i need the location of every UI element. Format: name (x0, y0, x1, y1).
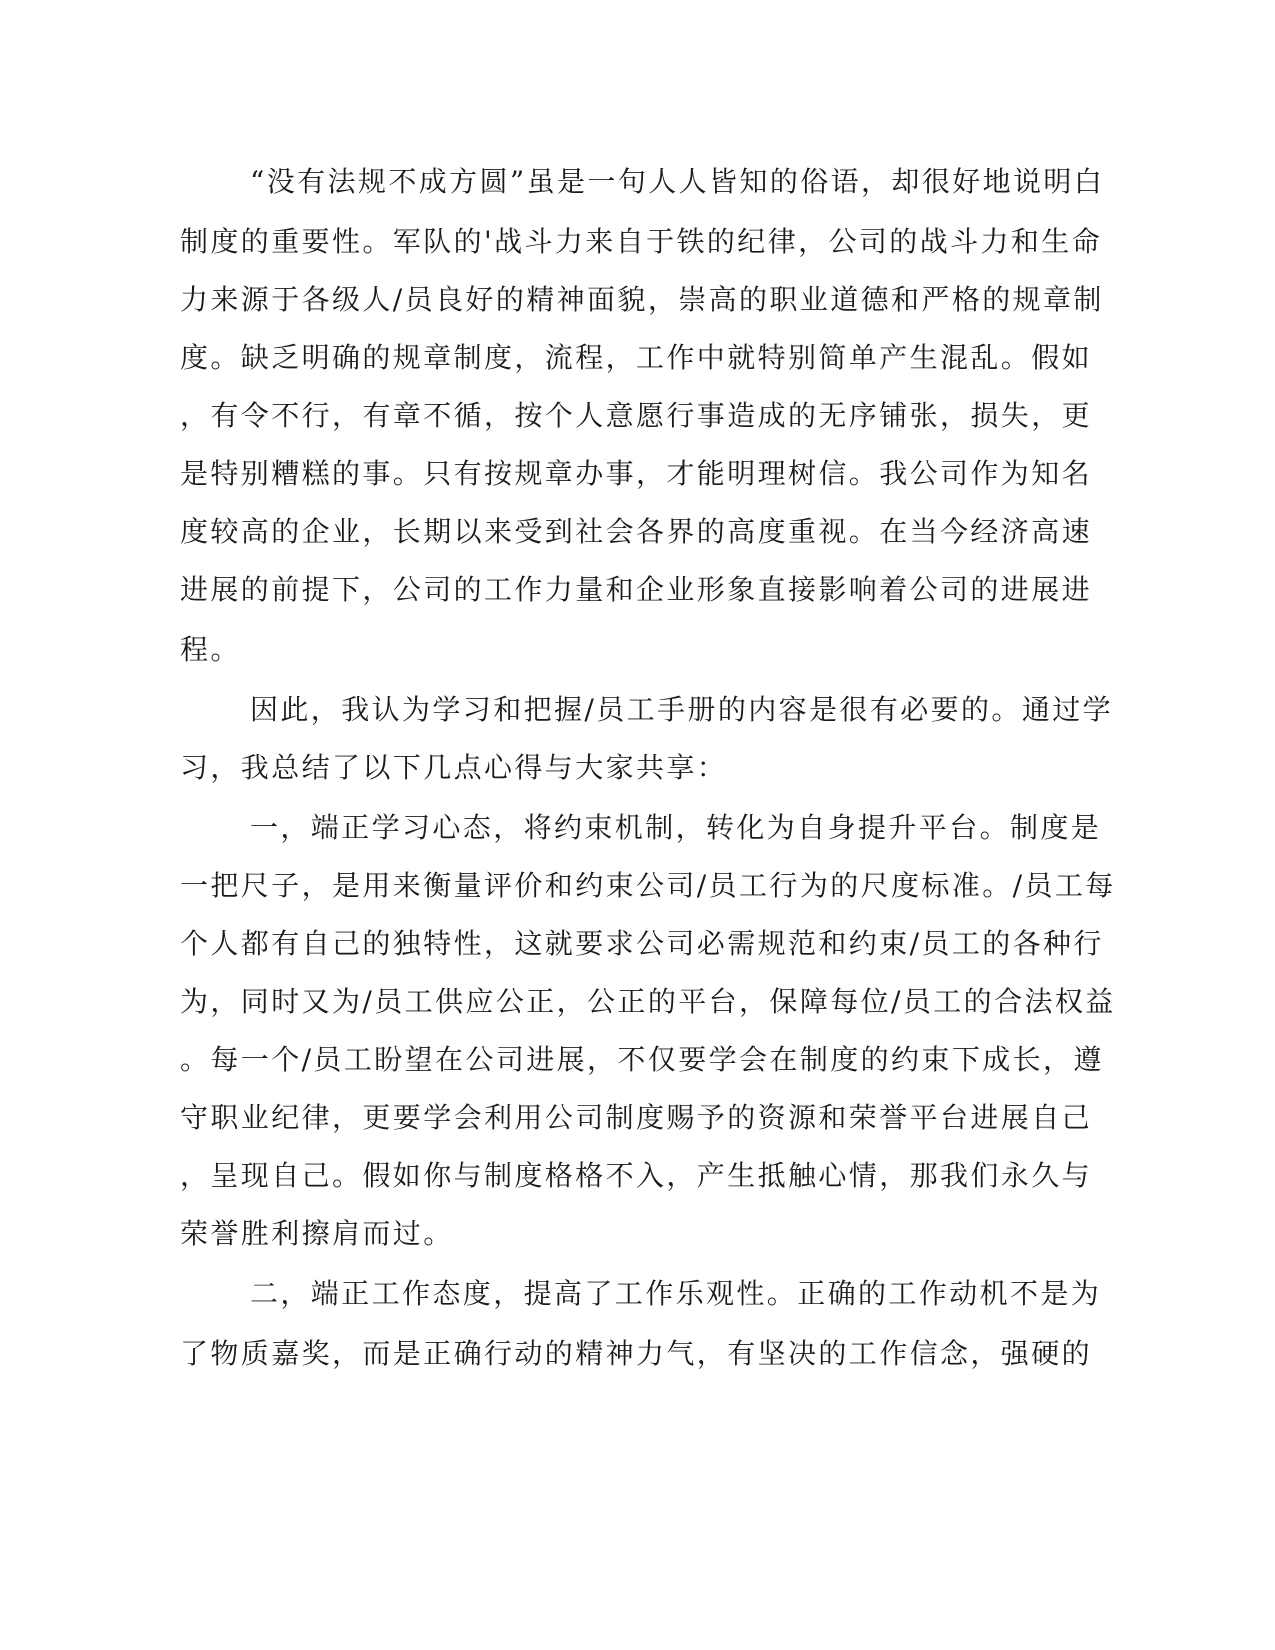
paragraph-3-line-4: 为，同时又为/员工供应公正，公正的平台，保障每位/员工的合法权益 (180, 985, 1116, 1018)
paragraph-1-line-7: 度较高的企业，长期以来受到社会各界的高度重视。在当今经济高速 (180, 515, 1093, 548)
paragraph-1-line-3: 力来源于各级人/员良好的精神面貌，崇高的职业道德和严格的规章制 (180, 283, 1104, 316)
paragraph-2-line-2: 习，我总结了以下几点心得与大家共享： (180, 751, 728, 784)
paragraph-3-line-7: ，呈现自己。假如你与制度格格不入，产生抵触心情，那我们永久与 (180, 1159, 1093, 1192)
paragraph-1-line-4: 度。缺乏明确的规章制度，流程，工作中就特别简单产生混乱。假如 (180, 341, 1093, 374)
paragraph-3-line-1: 一，端正学习心态，将约束机制，转化为自身提升平台。制度是 (250, 811, 1102, 844)
paragraph-3-line-5: 。每一个/员工盼望在公司进展，不仅要学会在制度的约束下成长，遵 (180, 1043, 1104, 1076)
paragraph-1-line-9: 程。 (180, 633, 241, 666)
paragraph-2-line-1: 因此，我认为学习和把握/员工手册的内容是很有必要的。通过学 (250, 693, 1114, 726)
paragraph-1-line-1: “没有法规不成方圆”虽是一句人人皆知的俗语，却很好地说明白 (250, 165, 1105, 198)
paragraph-3-line-6: 守职业纪律，更要学会利用公司制度赐予的资源和荣誉平台进展自己 (180, 1101, 1093, 1134)
paragraph-1-line-2: 制度的重要性。军队的'战斗力来自于铁的纪律，公司的战斗力和生命 (180, 225, 1103, 258)
paragraph-3-line-3: 个人都有自己的独特性，这就要求公司必需规范和约束/员工的各种行 (180, 927, 1104, 960)
paragraph-4-line-1: 二，端正工作态度，提高了工作乐观性。正确的工作动机不是为 (250, 1277, 1102, 1310)
paragraph-1-line-5: ，有令不行，有章不循，按个人意愿行事造成的无序铺张，损失，更 (180, 399, 1093, 432)
paragraph-3-line-2: 一把尺子，是用来衡量评价和约束公司/员工行为的尺度标准。/员工每 (180, 869, 1116, 902)
paragraph-4-line-2: 了物质嘉奖，而是正确行动的精神力气，有坚决的工作信念，强硬的 (180, 1337, 1093, 1370)
paragraph-3-line-8: 荣誉胜利擦肩而过。 (180, 1217, 454, 1250)
paragraph-1-line-6: 是特别糟糕的事。只有按规章办事，才能明理树信。我公司作为知名 (180, 457, 1093, 490)
paragraph-1-line-8: 进展的前提下，公司的工作力量和企业形象直接影响着公司的进展进 (180, 573, 1093, 606)
